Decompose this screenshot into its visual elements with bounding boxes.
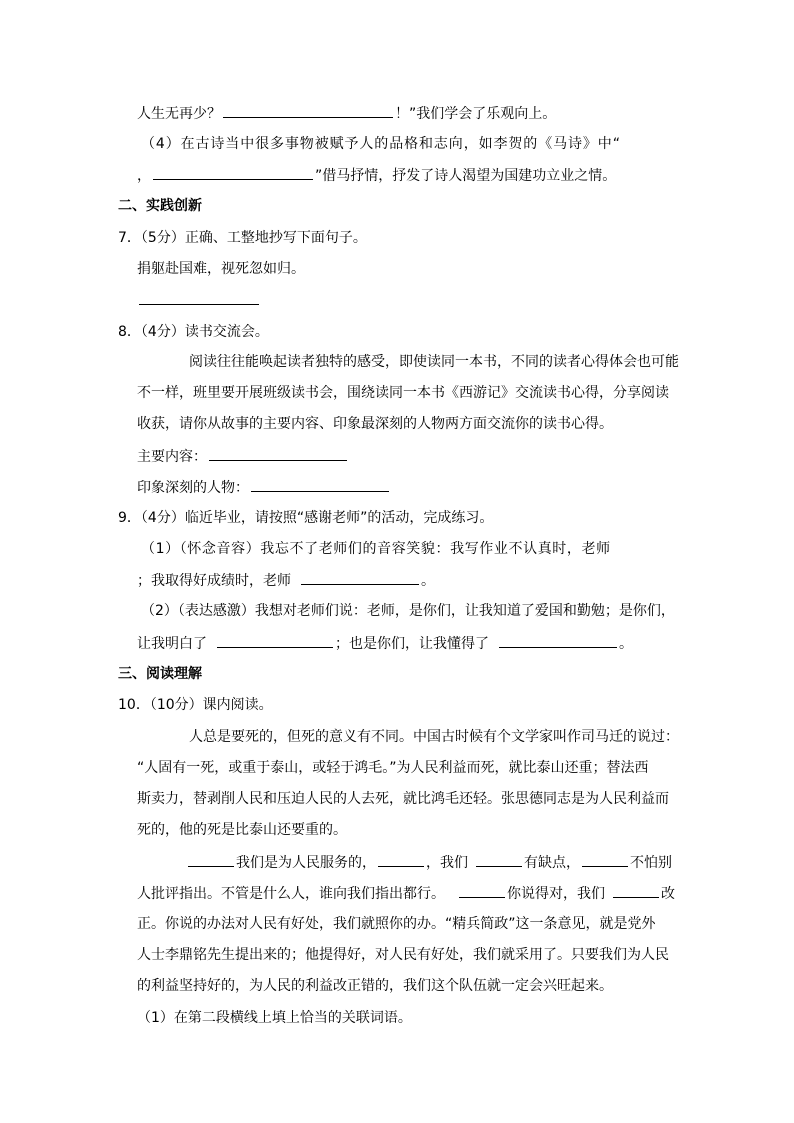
q6-part4-line2: ， ”借马抒情，抒发了诗人渴望为国建功立业之情。 — [137, 165, 616, 185]
q10-sub1: （1）在第二段横线上填上恰当的关联词语。 — [137, 1010, 412, 1026]
q7-sentence: 捐躯赴国难，视死忽如归。 — [137, 261, 305, 277]
q6-part4-line1: （4）在古诗当中很多事物被赋予人的品格和志向，如李贺的《马诗》中“ — [141, 136, 621, 152]
answer-blank[interactable] — [139, 290, 259, 305]
q8-character: 印象深刻的人物： — [137, 477, 391, 497]
section-title: 三、阅读理解 — [118, 666, 202, 682]
q8-paragraph-line: 收获，请你从故事的主要内容、印象最深刻的人物两方面交流你的读书心得。 — [137, 416, 613, 432]
answer-blank[interactable] — [251, 477, 389, 492]
answer-blank[interactable] — [188, 852, 234, 867]
answer-blank[interactable] — [499, 633, 617, 648]
answer-blank[interactable] — [209, 446, 347, 461]
q8-main-content: 主要内容： — [137, 446, 349, 466]
q10-para1-line: 人总是要死的，但死的意义有不同。中国古时候有个文学家叫作司马迁的说过： — [189, 729, 679, 745]
q10-para2-line: 的利益坚持好的，为人民的利益改正错的，我们这个队伍就一定会兴旺起来。 — [137, 978, 613, 994]
q8-paragraph-line: 不一样，班里要开展班级读书会，围绕读同一本书《西游记》交流读书心得，分享阅读 — [137, 385, 669, 401]
answer-blank[interactable] — [476, 852, 522, 867]
q9-stem: 9．（4分）临近毕业，请按照“感谢老师”的活动，完成练习。 — [118, 510, 494, 526]
q10-para2-line1: 我们是为人民服务的， ，我们 有缺点， 不怕别 — [186, 852, 672, 872]
q10-para1-line: 斯卖力，替剥削人民和压迫人民的人去死，就比鸿毛还轻。张思德同志是为人民利益而 — [137, 791, 669, 807]
answer-blank[interactable] — [613, 883, 659, 898]
answer-blank[interactable] — [153, 165, 313, 180]
q7-answer-line — [137, 290, 261, 310]
answer-blank[interactable] — [459, 883, 505, 898]
q8-paragraph-line: 阅读往往能唤起读者独特的感受，即使读同一本书，不同的读者心得体会也可能 — [189, 354, 679, 370]
answer-blank[interactable] — [582, 852, 628, 867]
q9-part1-line1: （1）（怀念音容）我忘不了老师们的音容笑貌：我写作业不认真时，老师 — [141, 541, 611, 557]
answer-blank[interactable] — [217, 633, 333, 648]
q9-part2-line1: （2）（表达感激）我想对老师们说：老师，是你们，让我知道了爱国和勤勉；是你们， — [141, 603, 675, 619]
answer-blank[interactable] — [301, 570, 419, 585]
q8-stem: 8．（4分）读书交流会。 — [118, 324, 269, 340]
q10-para1-line: “人固有一死，或重于泰山，或轻于鸿毛。”为人民利益而死，就比泰山还重；替法西 — [137, 760, 649, 776]
q6-line1: 人生无再少？ ！”我们学会了乐观向上。 — [137, 103, 556, 123]
q10-para1-line: 死的，他的死是比泰山还要重的。 — [137, 822, 347, 838]
q7-stem: 7．（5分）正确、工整地抄写下面句子。 — [118, 230, 367, 246]
q9-part1-line2: ；我取得好成绩时，老师 。 — [137, 570, 435, 590]
answer-blank[interactable] — [378, 852, 424, 867]
q10-para2-line: 正。你说的办法对人民有好处，我们就照你的办。“精兵简政”这一条意见，就是党外 — [137, 916, 656, 932]
answer-blank[interactable] — [223, 103, 393, 118]
section-title: 二、实践创新 — [118, 198, 202, 214]
q9-part2-line2: 让我明白了 ；也是你们，让我懂得了 。 — [137, 633, 633, 653]
q10-para2-line2: 人批评指出。不管是什么人，谁向我们指出都行。 你说得对，我们 改 — [137, 883, 675, 903]
q10-stem: 10．（10分）课内阅读。 — [118, 697, 273, 713]
q10-para2-line: 人士李鼎铭先生提出来的；他提得好，对人民有好处，我们就采用了。只要我们为人民 — [137, 947, 669, 963]
